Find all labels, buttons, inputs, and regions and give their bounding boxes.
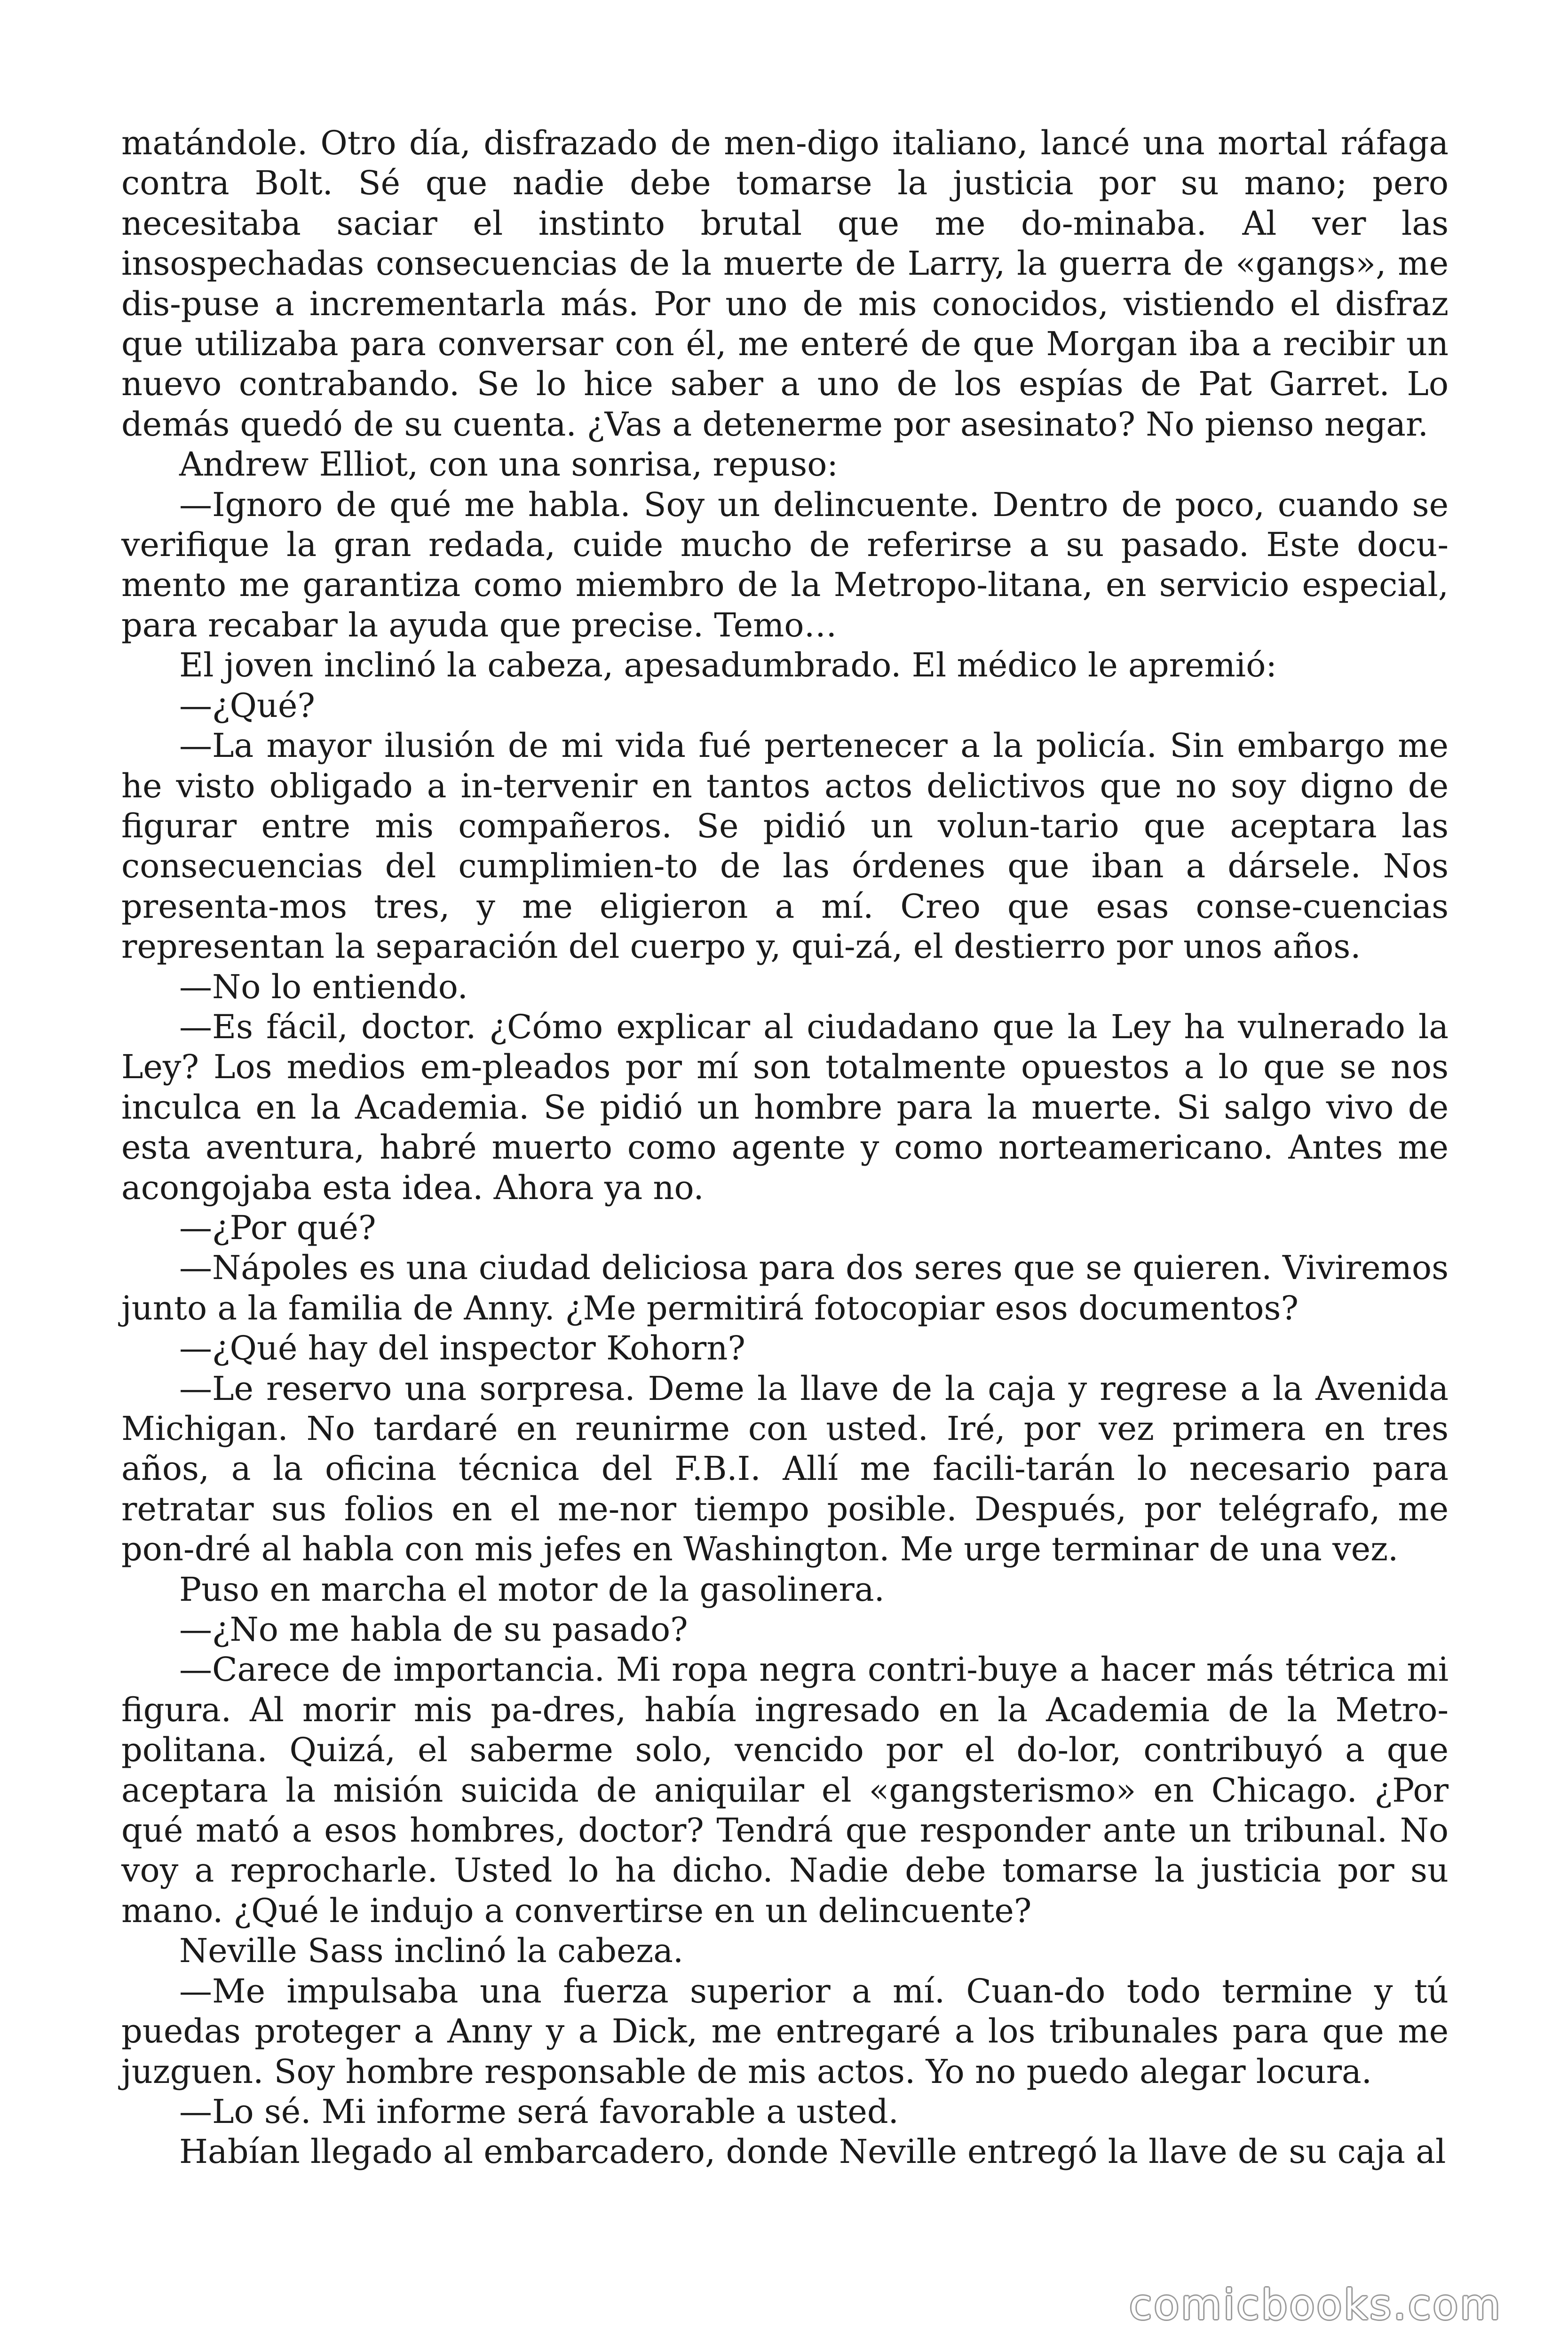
- paragraph: —No lo entiendo.: [179, 967, 468, 1006]
- paragraph: Habían llegado al embarcadero, donde Neville entregó la llave de su caja al: [179, 2132, 1446, 2171]
- paragraph: —La mayor ilusión de mi vida fué pertenecer a la policía. Sin embargo me he visto obligado a in-tervenir en tantos actos delictivos que no soy digno de figurar entre mis compañeros. Se pidió un volun-tario que aceptara las consecuencias del cumplimien-to de las órdenes que iban a dársele. Nos presenta-mos tres, y me eligieron a mí. Creo que esas conse-cuencias representan la separación del cuerpo y, qui-zá, el destierro por unos años.: [121, 726, 1449, 966]
- paragraph: —Me impulsaba una fuerza superior a mí. Cuan-do todo termine y tú puedas proteger a Anny y a Dick, me entregaré a los tribunales para que me juzguen. Soy hombre responsable de mis actos. Yo no puedo alegar locura.: [121, 1971, 1449, 2091]
- paragraph: —Le reservo una sorpresa. Deme la llave de la caja y regrese a la Avenida Michigan. No tardaré en reunirme con usted. Iré, por vez primera en tres años, a la oficina técnica del F.B.I. Allí me facili-tarán lo necesario para retratar sus folios en el me-nor tiempo posible. Después, por telégrafo, me pon-dré al habla con mis jefes en Washington. Me urge terminar de una vez.: [121, 1369, 1449, 1569]
- paragraph: —Carece de importancia. Mi ropa negra contri-buye a hacer más tétrica mi figura. Al morir mis pa-dres, había ingresado en la Academia de la Metro-politana. Quizá, el saberme solo, vencido por el do-lor, contribuyó a que aceptara la misión suicida de aniquilar el «gangsterismo» en Chicago. ¿Por qué mató a esos hombres, doctor? Tendrá que responder ante un tribunal. No voy a reprocharle. Usted lo ha dicho. Nadie debe tomarse la justicia por su mano. ¿Qué le indujo a convertirse en un delincuente?: [121, 1650, 1449, 1930]
- watermark: comicbooks.com: [1129, 2280, 1502, 2329]
- paragraph: —Ignoro de qué me habla. Soy un delincuente. Dentro de poco, cuando se verifique la gran redada, cuide mucho de referirse a su pasado. Este docu-mento me garantiza como miembro de la Metropo-litana, en servicio especial, para recabar la ayuda que precise. Temo…: [121, 485, 1449, 644]
- paragraph: —¿Qué hay del inspector Kohorn?: [179, 1329, 745, 1368]
- paragraph: —¿Qué?: [179, 686, 315, 725]
- paragraph: —¿No me habla de su pasado?: [179, 1610, 688, 1649]
- paragraph: matándole. Otro día, disfrazado de men-digo italiano, lancé una mortal ráfaga contra Bolt. Sé que nadie debe tomarse la justicia por su mano; pero necesitaba saciar el instinto brutal que me do-minaba. Al ver las insospechadas consecuencias de la muerte de Larry, la guerra de «gangs», me dis-puse a incrementarla más. Por uno de mis conocidos, vistiendo el disfraz que utilizaba para conversar con él, me enteré de que Morgan iba a recibir un nuevo contrabando. Se lo hice saber a uno de los espías de Pat Garret. Lo demás quedó de su cuenta. ¿Vas a detenerme por asesinato? No pienso negar.: [121, 124, 1449, 444]
- paragraph: Puso en marcha el motor de la gasolinera.: [179, 1570, 885, 1609]
- paragraph: —Lo sé. Mi informe será favorable a usted.: [179, 2092, 899, 2131]
- paragraph: —Nápoles es una ciudad deliciosa para dos seres que se quieren. Viviremos junto a la familia de Anny. ¿Me permitirá fotocopiar esos documentos?: [121, 1248, 1449, 1327]
- paragraph: Andrew Elliot, con una sonrisa, repuso:: [179, 445, 838, 484]
- page-body-text: [121, 123, 1449, 2172]
- paragraph: —Es fácil, doctor. ¿Cómo explicar al ciudadano que la Ley ha vulnerado la Ley? Los medios em-pleados por mí son totalmente opuestos a lo que se nos inculca en la Academia. Se pidió un hombre para la muerte. Si salgo vivo de esta aventura, habré muerto como agente y como norteamericano. Antes me acongojaba esta idea. Ahora ya no.: [121, 1007, 1449, 1207]
- paragraph: Neville Sass inclinó la cabeza.: [179, 1931, 684, 1971]
- paragraph: El joven inclinó la cabeza, apesadumbrado. El médico le apremió:: [179, 646, 1277, 685]
- paragraph: —¿Por qué?: [179, 1208, 376, 1247]
